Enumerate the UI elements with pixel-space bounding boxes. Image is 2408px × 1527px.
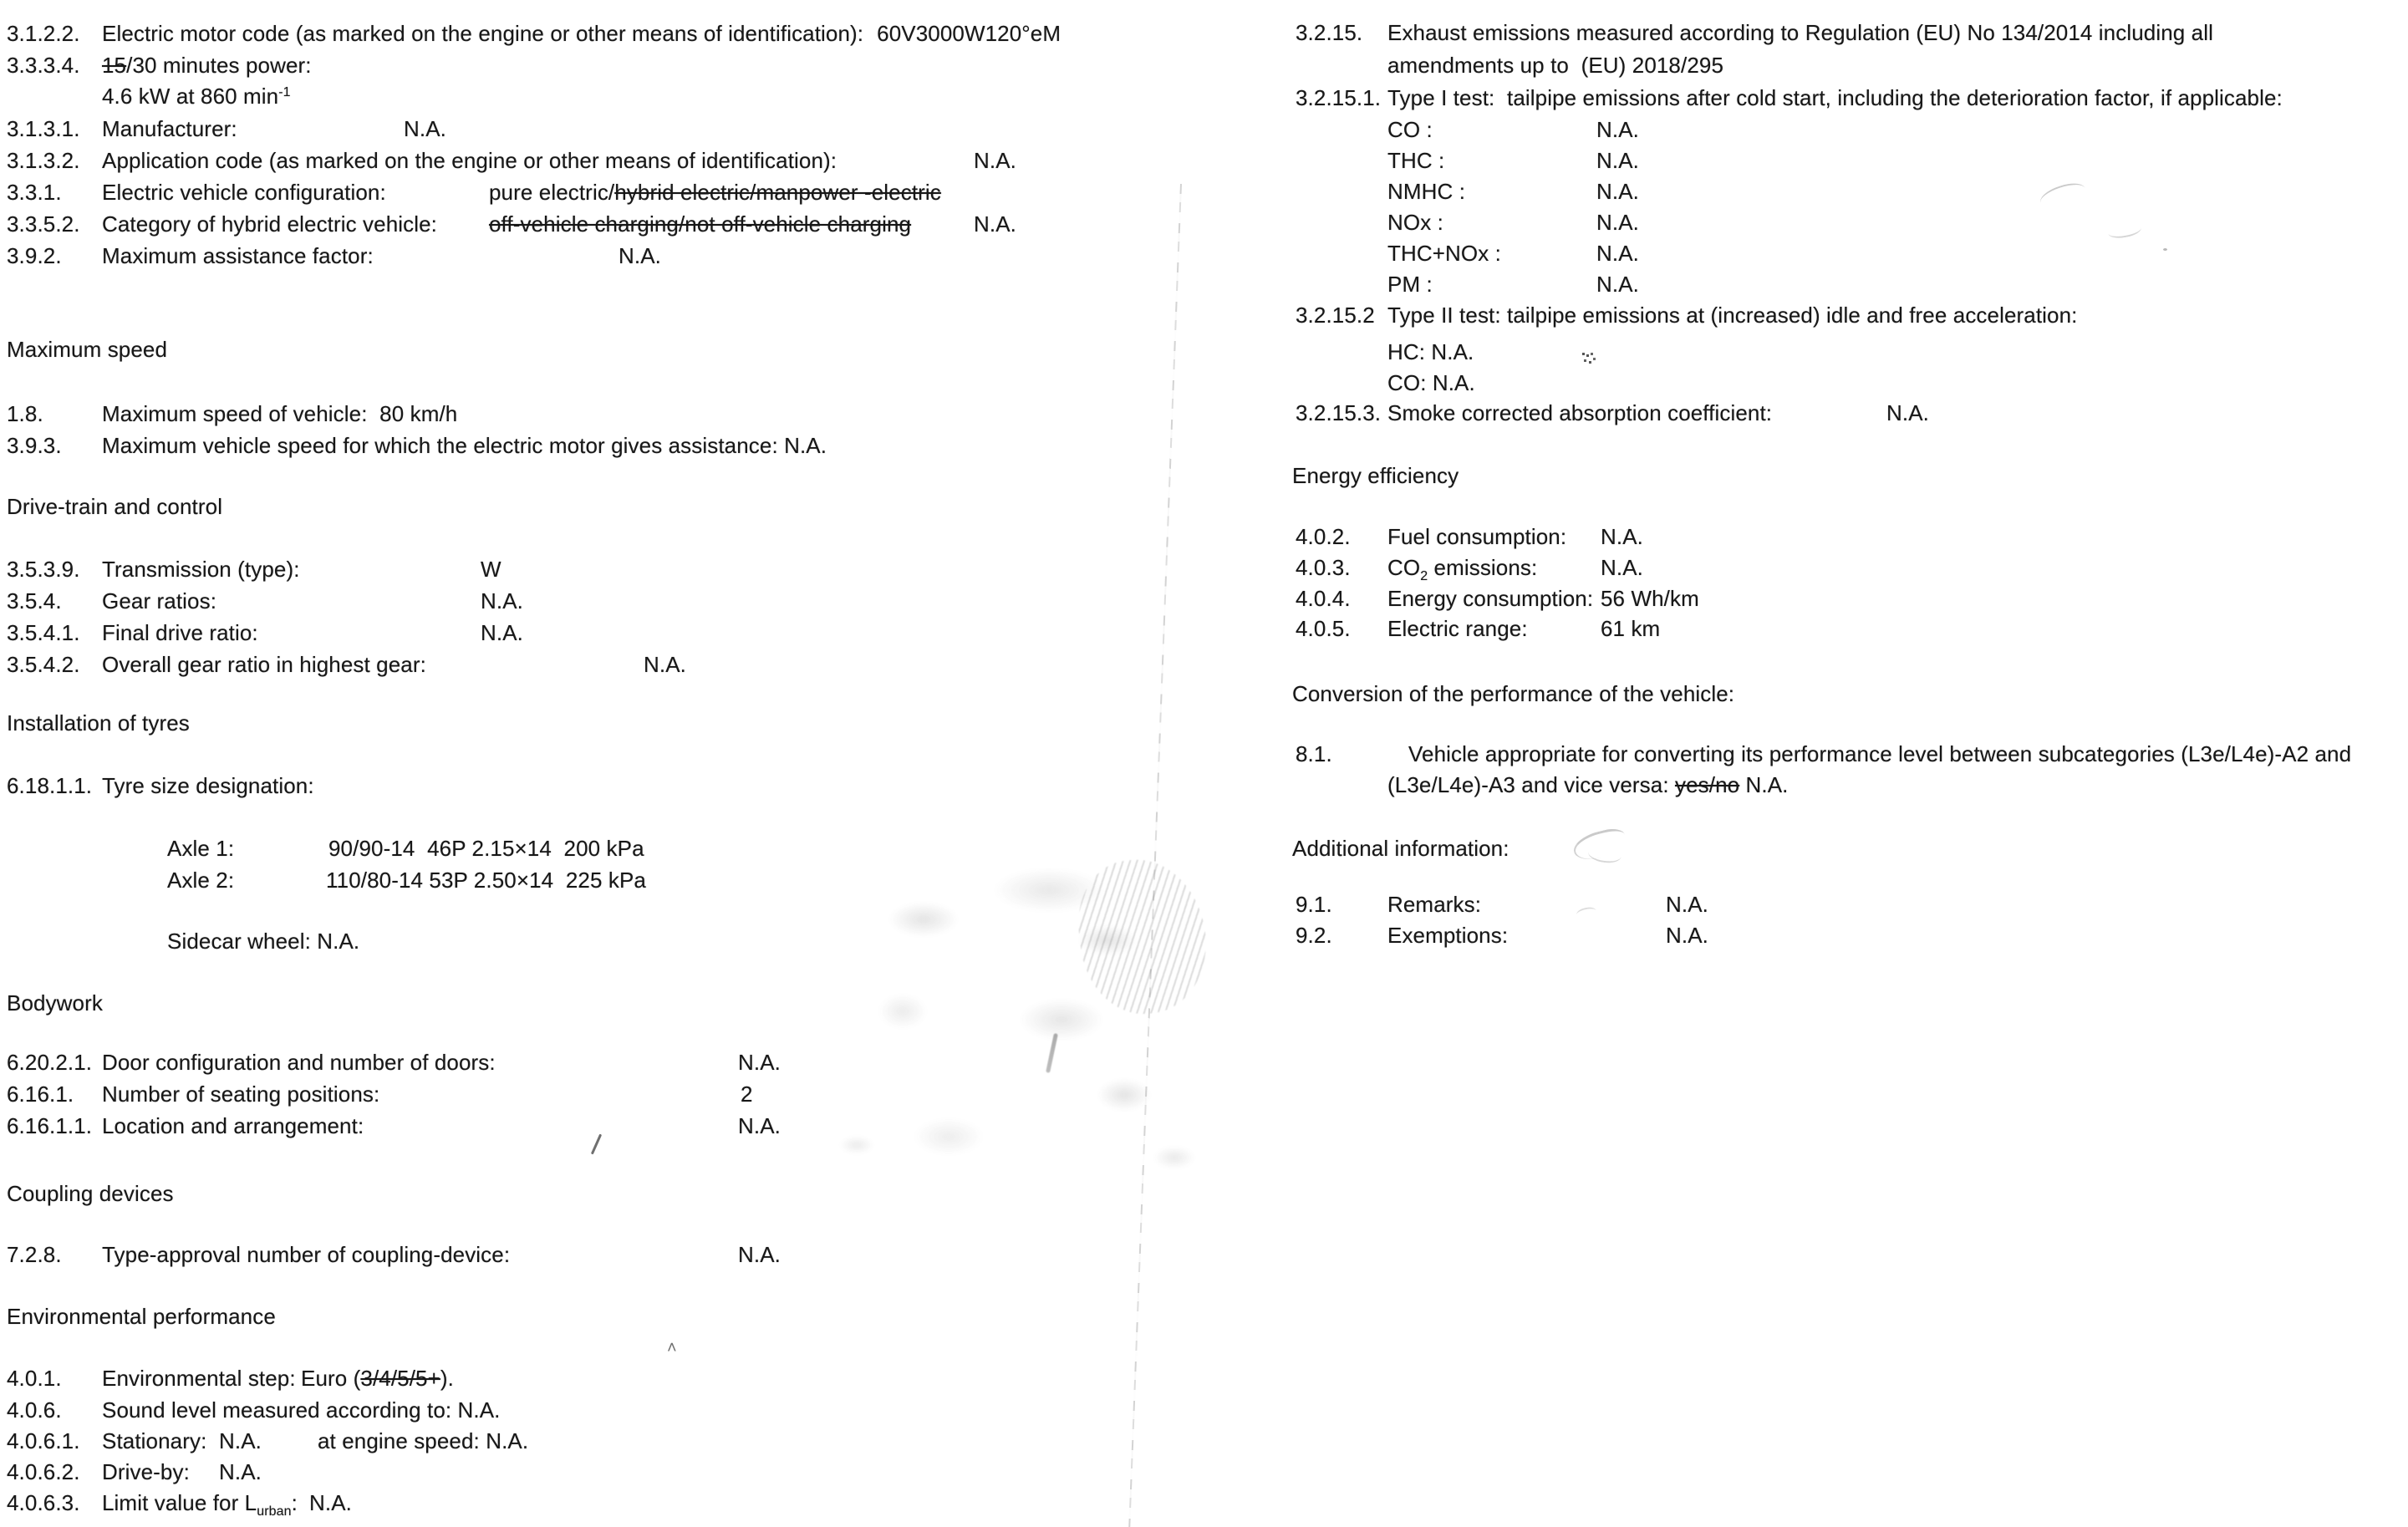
item-label xyxy=(102,1491,298,1519)
pollutant-value: N.A. xyxy=(1596,148,1639,173)
item-label: Type II test: tailpipe emissions at (increased) idle and free acceleration: xyxy=(1387,303,2078,328)
item-label: Drive-by: xyxy=(102,1459,190,1484)
item-label: Door configuration and number of doors: xyxy=(102,1050,496,1075)
pollutant-label: NMHC : xyxy=(1387,179,1466,204)
item-number: 3.5.4.1. xyxy=(7,620,80,645)
item-value: N.A. xyxy=(1601,524,1643,549)
item-label: Vehicle appropriate for converting its performance level between subcategories (L3e/L4e)-A2 and xyxy=(1408,741,2352,766)
pollutant-value: N.A. xyxy=(1596,272,1639,297)
item-number: 4.0.6.2. xyxy=(7,1459,80,1484)
item-number: 3.1.3.2. xyxy=(7,148,80,173)
value-pre: Euro ( xyxy=(301,1366,361,1391)
ink-smear xyxy=(1046,1033,1058,1073)
label-post: emissions: xyxy=(1428,555,1538,580)
item-number: 4.0.4. xyxy=(1296,586,1351,611)
item-label: Gear ratios: xyxy=(102,588,217,613)
item-value: N.A. xyxy=(1886,400,1929,425)
item-value xyxy=(301,1367,454,1392)
item-value xyxy=(102,84,291,109)
item-value: N.A. xyxy=(219,1459,262,1484)
item-value: N.A. xyxy=(974,148,1016,173)
section-heading: Drive-train and control xyxy=(7,494,223,519)
pencil-mark xyxy=(2038,179,2089,212)
axle-value: 90/90-14 46P 2.15×14 200 kPa xyxy=(328,836,644,861)
item-value: N.A. xyxy=(738,1113,781,1138)
scan-smudge xyxy=(823,840,1258,1208)
section-heading: Maximum speed xyxy=(7,337,168,362)
struck-text: 15 xyxy=(102,53,127,78)
struck-text: 3/4/5/5+ xyxy=(360,1366,440,1391)
item-number: 4.0.2. xyxy=(1296,524,1351,549)
item-label: Maximum speed of vehicle: 80 km/h xyxy=(102,401,458,426)
pollutant-label: THC+NOx : xyxy=(1387,241,1501,266)
item-label: Manufacturer: xyxy=(102,116,237,141)
axle-label: Axle 2: xyxy=(167,868,235,893)
item-value: N.A. xyxy=(974,211,1016,237)
item-value: N.A. xyxy=(404,116,446,141)
item-value: 56 Wh/km xyxy=(1601,586,1699,611)
item-number: 7.2.8. xyxy=(7,1242,62,1267)
item-label: Remarks: xyxy=(1387,892,1482,917)
item-label xyxy=(1387,556,1537,584)
item-number: 3.5.4.2. xyxy=(7,652,80,677)
item-label: at engine speed: N.A. xyxy=(318,1428,529,1453)
item-number: 3.3.5.2. xyxy=(7,211,80,237)
item-label xyxy=(1387,773,1789,798)
item-label: CO: N.A. xyxy=(1387,370,1475,395)
section-heading: Installation of tyres xyxy=(7,710,190,736)
ink-speck xyxy=(1582,353,1585,355)
pencil-dot xyxy=(2163,248,2167,251)
item-value: N.A. xyxy=(1666,892,1708,917)
item-value: N.A. xyxy=(738,1242,781,1267)
item-number: 9.1. xyxy=(1296,892,1332,917)
item-label: Maximum vehicle speed for which the electric motor gives assistance: N.A. xyxy=(102,433,827,458)
item-number: 3.5.4. xyxy=(7,588,62,613)
item-number: 3.5.3.9. xyxy=(7,557,80,582)
item-value: N.A. xyxy=(738,1050,781,1075)
section-heading: Conversion of the performance of the vehicle: xyxy=(1292,681,1735,706)
item-label: Location and arrangement: xyxy=(102,1113,364,1138)
item-number: 1.8. xyxy=(7,401,43,426)
struck-text: off-vehicle charging/not off-vehicle charging xyxy=(489,211,912,237)
item-label: Number of seating positions: xyxy=(102,1082,380,1107)
item-number: 4.0.6.3. xyxy=(7,1490,80,1515)
item-label: Exhaust emissions measured according to Regulation (EU) No 134/2014 including all xyxy=(1387,20,2213,45)
item-number: 4.0.3. xyxy=(1296,555,1351,580)
item-label: Tyre size designation: xyxy=(102,773,314,798)
pencil-scribble xyxy=(1576,906,1597,920)
struck-text: yes/no xyxy=(1674,772,1740,797)
item-label: Type I test: tailpipe emissions after cold start, including the deterioration factor, if applicable: xyxy=(1387,85,2283,110)
item-label: Transmission (type): xyxy=(102,557,300,582)
struck-text: hybrid electric/manpower -electric xyxy=(614,180,941,205)
pollutant-label: NOx : xyxy=(1387,210,1443,235)
value-kept: pure electric/ xyxy=(489,180,615,205)
item-label: Electric vehicle configuration: xyxy=(102,180,386,205)
item-label: HC: N.A. xyxy=(1387,339,1474,364)
item-value: N.A. xyxy=(644,652,686,677)
item-label: Application code (as marked on the engine or other means of identification): xyxy=(102,148,837,173)
item-label: Electric range: xyxy=(1387,616,1528,641)
scan-smudge-hatch xyxy=(1071,853,1214,1021)
item-number: 3.9.2. xyxy=(7,243,62,268)
item-value: N.A. xyxy=(481,588,523,613)
subscript: urban xyxy=(257,1504,292,1519)
section-heading: Energy efficiency xyxy=(1292,463,1459,488)
label-pre: (L3e/L4e)-A3 and vice versa: xyxy=(1387,772,1675,797)
item-label-text: Electric motor code (as marked on the engine or other means of identification): xyxy=(102,21,864,46)
item-value: N.A. xyxy=(1666,923,1708,948)
pollutant-label: THC : xyxy=(1387,148,1445,173)
item-value: N.A. xyxy=(619,243,661,268)
axle-value: 110/80-14 53P 2.50×14 225 kPa xyxy=(326,868,646,893)
pollutant-value: N.A. xyxy=(1596,241,1639,266)
item-number: 6.16.1.1. xyxy=(7,1113,93,1138)
value-post: ). xyxy=(440,1366,454,1391)
item-number: 6.16.1. xyxy=(7,1082,74,1107)
item-label xyxy=(102,22,1061,47)
superscript: -1 xyxy=(278,85,291,99)
item-label: Stationary: xyxy=(102,1428,207,1453)
item-label xyxy=(102,53,312,79)
item-number: 3.1.2.2. xyxy=(7,21,80,46)
item-label: amendments up to (EU) 2018/295 xyxy=(1387,53,1723,78)
item-value: 61 km xyxy=(1601,616,1661,641)
pencil-mark xyxy=(2107,221,2142,241)
power-value: 4.6 kW at 860 min xyxy=(102,84,279,109)
item-label: Energy consumption: xyxy=(1387,586,1594,611)
label-post: N.A. xyxy=(1739,772,1789,797)
item-label: Type-approval number of coupling-device: xyxy=(102,1242,511,1267)
item-number: 3.2.15.3. xyxy=(1296,400,1382,425)
stray-mark: ˄ xyxy=(667,1339,677,1357)
item-number: 3.1.3.1. xyxy=(7,116,80,141)
label-pre: CO xyxy=(1387,555,1421,580)
stray-mark xyxy=(591,1134,602,1155)
pollutant-label: PM : xyxy=(1387,272,1433,297)
subscript: 2 xyxy=(1420,569,1428,583)
section-heading: Coupling devices xyxy=(7,1181,174,1206)
sidecar-note: Sidecar wheel: N.A. xyxy=(167,929,360,954)
item-label: Overall gear ratio in highest gear: xyxy=(102,652,426,677)
item-value: N.A. xyxy=(219,1428,262,1453)
section-heading: Environmental performance xyxy=(7,1304,276,1329)
item-value: N.A. xyxy=(309,1490,352,1515)
section-heading: Additional information: xyxy=(1292,836,1509,861)
axle-label: Axle 1: xyxy=(167,836,235,861)
item-value: 60V3000W120°eM xyxy=(877,21,1061,46)
item-number: 3.2.15. xyxy=(1296,20,1363,45)
pollutant-value: N.A. xyxy=(1596,179,1639,204)
pollutant-value: N.A. xyxy=(1596,117,1639,142)
item-number: 8.1. xyxy=(1296,741,1332,766)
label-pre: Limit value for L xyxy=(102,1490,257,1515)
item-label: Environmental step: xyxy=(102,1366,296,1391)
item-label-text: /30 minutes power: xyxy=(126,53,312,78)
item-number: 6.20.2.1. xyxy=(7,1050,93,1075)
item-number: 9.2. xyxy=(1296,923,1332,948)
item-value: W xyxy=(481,557,501,582)
item-label: Smoke corrected absorption coefficient: xyxy=(1387,400,1773,425)
item-number: 3.2.15.1. xyxy=(1296,85,1382,110)
item-number: 3.3.1. xyxy=(7,180,62,205)
item-number: 4.0.1. xyxy=(7,1366,62,1391)
item-number: 4.0.5. xyxy=(1296,616,1351,641)
item-label: Category of hybrid electric vehicle: xyxy=(102,211,438,237)
pollutant-value: N.A. xyxy=(1596,210,1639,235)
item-number: 4.0.6.1. xyxy=(7,1428,80,1453)
label-post: : xyxy=(291,1490,298,1515)
scan-fold-line xyxy=(1128,184,1182,1527)
item-label: Final drive ratio: xyxy=(102,620,258,645)
item-number: 3.9.3. xyxy=(7,433,62,458)
item-value: N.A. xyxy=(1601,555,1643,580)
item-number: 6.18.1.1. xyxy=(7,773,93,798)
item-value: N.A. xyxy=(481,620,523,645)
item-value: 2 xyxy=(741,1082,753,1107)
item-label: Fuel consumption: xyxy=(1387,524,1567,549)
pollutant-label: CO : xyxy=(1387,117,1433,142)
section-heading: Bodywork xyxy=(7,990,103,1015)
item-number: 3.3.3.4. xyxy=(7,53,80,78)
item-value xyxy=(489,181,941,206)
item-number: 3.2.15.2 xyxy=(1296,303,1375,328)
item-label: Maximum assistance factor: xyxy=(102,243,374,268)
item-label: Sound level measured according to: N.A. xyxy=(102,1397,501,1423)
item-label: Exemptions: xyxy=(1387,923,1509,948)
item-number: 4.0.6. xyxy=(7,1397,62,1423)
